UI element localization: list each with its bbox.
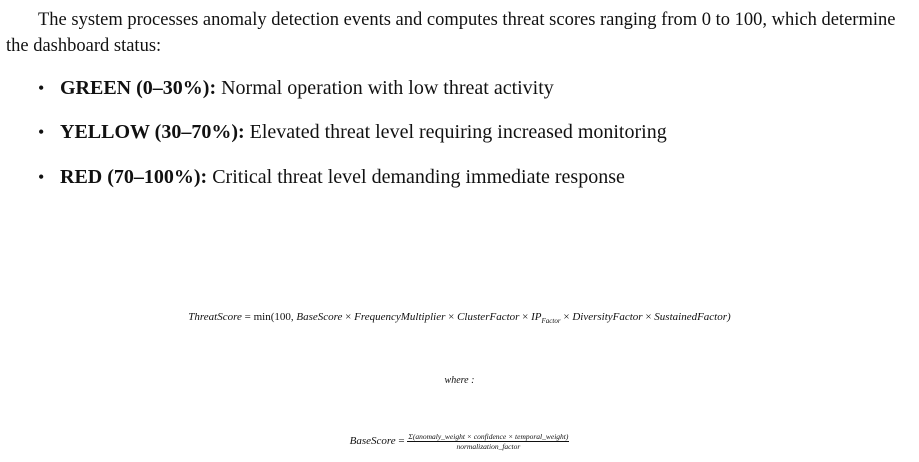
- bullet-icon: •: [38, 78, 45, 98]
- formula-cluster: ClusterFactor: [457, 311, 520, 323]
- formula-times: ×: [345, 311, 352, 323]
- level-desc: Elevated threat level requiring increased monitoring: [249, 121, 667, 143]
- level-term: RED (70–100%):: [60, 166, 208, 188]
- base-denominator: normalization_factor: [456, 442, 521, 451]
- formula-times: ×: [563, 311, 570, 323]
- list-item-yellow: [40, 119, 667, 145]
- formula-equals: =: [244, 311, 251, 323]
- level-desc: Critical threat level demanding immediate response: [212, 166, 625, 188]
- level-term: GREEN (0–30%):: [60, 77, 217, 99]
- formula-diversity: DiversityFactor: [572, 311, 643, 323]
- threat-score-formula: [0, 311, 919, 325]
- formula-times: ×: [448, 311, 455, 323]
- formula-ip: $IP_{Factor}$: [531, 311, 561, 326]
- formula-lhs: ThreatScore: [188, 311, 242, 323]
- list-item-red: [40, 164, 625, 190]
- base-formula-lhs: BaseScore: [349, 435, 396, 448]
- formula-times: ×: [522, 311, 529, 323]
- base-formula-equals: =: [398, 435, 405, 448]
- formula-min: min(100,: [253, 311, 294, 323]
- formula-times: ×: [645, 311, 652, 323]
- formula-where: where :: [444, 375, 475, 386]
- bullet-icon: •: [38, 167, 45, 187]
- bullet-icon: •: [38, 122, 45, 142]
- level-term: YELLOW (30–70%):: [60, 121, 245, 143]
- intro-paragraph: The system processes anomaly detection events and computes threat scores ranging from 0 to 100, which determine the dashboard status:: [6, 10, 896, 56]
- level-desc: Normal operation with low threat activity: [221, 77, 554, 99]
- list-item-green: [40, 75, 554, 101]
- base-fraction: [407, 432, 569, 451]
- base-numerator: Σ(anomaly_weight × confidence × temporal_weight): [408, 432, 569, 441]
- formula-base: BaseScore: [296, 311, 343, 323]
- base-score-formula: [0, 432, 919, 451]
- formula-frequency: FrequencyMultiplier: [354, 311, 446, 323]
- formula-sustained: SustainedFactor): [654, 311, 731, 323]
